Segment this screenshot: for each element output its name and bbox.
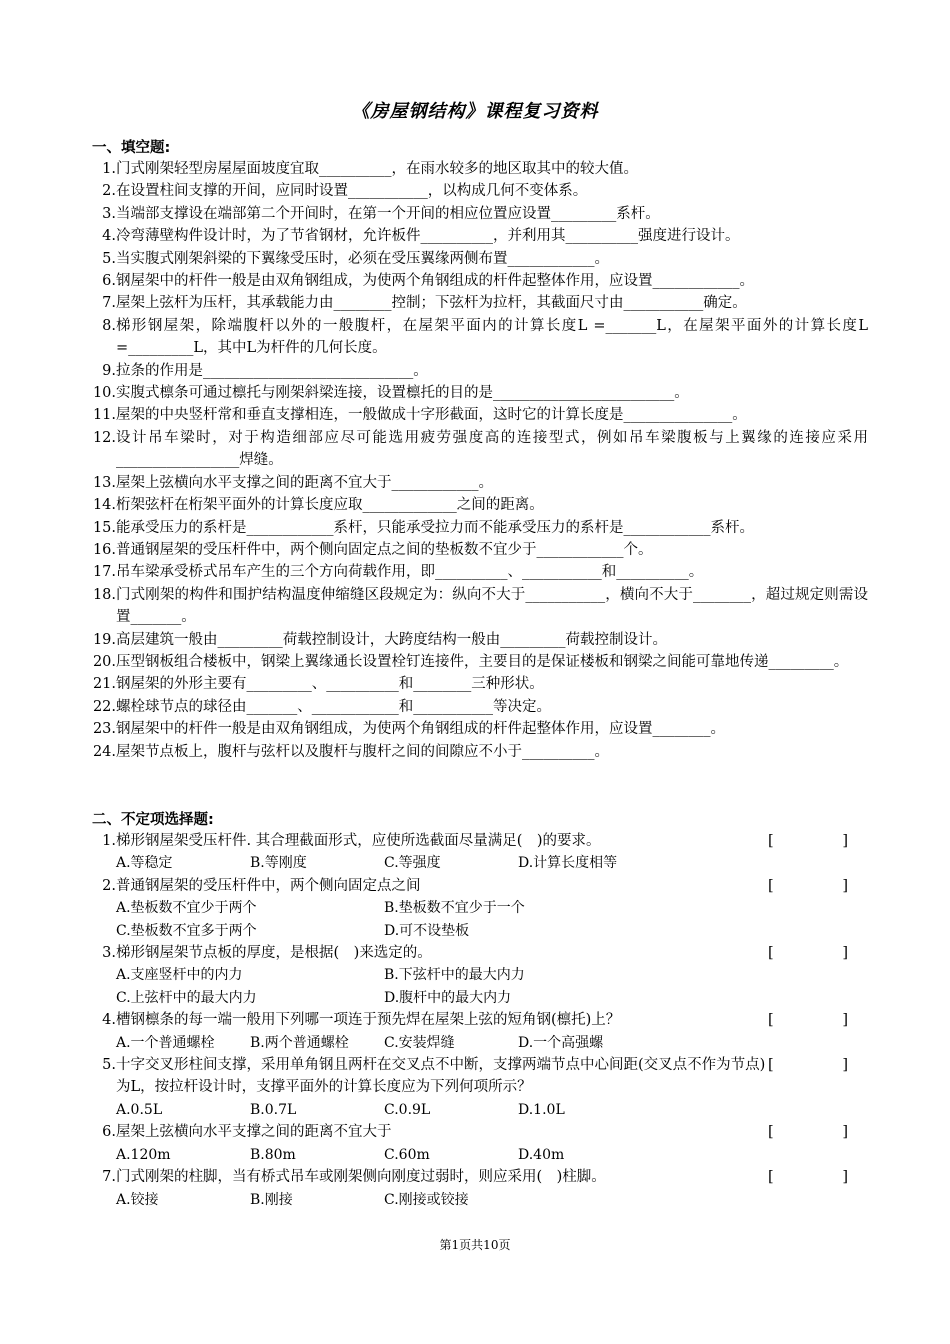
question-number: 6.: [102, 273, 116, 290]
question-stem: 门式刚架的柱脚，当有桥式吊车或刚架侧向刚度过弱时，则应采用( )柱脚。: [116, 1169, 606, 1186]
question-number: 19.: [92, 631, 116, 648]
question-number: 24.: [92, 743, 116, 760]
options-row: [92, 964, 868, 1009]
question-text: 门式刚架的构件和围护结构温度伸缩缝区段规定为：纵向不大于___________，横向不大于________，超过规定则需设置_______。: [116, 586, 868, 626]
option-item[interactable]: A.120m: [116, 1146, 171, 1163]
question-text: 钢屋架的外形主要有_________、__________和________三种形状。: [116, 676, 544, 693]
option-item[interactable]: B.等刚度: [250, 855, 307, 872]
question-number: 15.: [92, 519, 116, 536]
answer-bracket[interactable]: [768, 830, 848, 852]
options-row: [92, 1099, 868, 1121]
answer-bracket[interactable]: [768, 1166, 848, 1188]
option-item[interactable]: C.刚接或铰接: [384, 1191, 469, 1208]
bracket-close: ]: [842, 877, 848, 894]
choice-question: [92, 1009, 868, 1054]
question-number: 21.: [92, 676, 116, 693]
bracket-open: [: [768, 1057, 774, 1074]
options-row: [92, 1032, 868, 1054]
question-number: 10.: [92, 385, 116, 402]
options-row: [92, 1144, 868, 1166]
question-number: 2.: [102, 877, 116, 894]
answer-bracket[interactable]: [768, 1054, 848, 1076]
option-item[interactable]: B.80m: [250, 1146, 296, 1163]
question-number: 6.: [102, 1124, 116, 1141]
question-stem-row: [92, 875, 868, 897]
question-text: 屋架节点板上，腹杆与弦杆以及腹杆与腹杆之间的间隙应不小于__________。: [116, 743, 609, 760]
question-text: 钢屋架中的杆件一般是由双角钢组成，为使两个角钢组成的杆件起整体作用，应设置____________。: [116, 273, 754, 290]
option-item[interactable]: C.等强度: [384, 855, 441, 872]
question-number: 7.: [102, 295, 116, 312]
question-text: 压型钢板组合楼板中，钢梁上翼缘通长设置栓钉连接件，主要目的是保证楼板和钢梁之间能可靠地传递_________。: [116, 653, 849, 670]
option-item[interactable]: A.支座竖杆中的内力: [116, 967, 243, 984]
choice-question: [92, 1121, 868, 1166]
question-text: 实腹式檩条可通过檩托与刚架斜梁连接，设置檩托的目的是_________________________。: [116, 385, 689, 402]
question-text: 冷弯薄壁构件设计时，为了节省钢材，允许板件__________，并利用其__________强度进行设计。: [116, 228, 740, 245]
question-number: 1.: [102, 161, 116, 177]
question-item: [92, 180, 868, 202]
bracket-open: [: [768, 1169, 774, 1186]
option-item[interactable]: C.垫板数不宜多于两个: [116, 922, 257, 939]
question-stem: 梯形钢屋架节点板的厚度，是根据( )来选定的。: [116, 945, 432, 962]
options-row: [92, 897, 868, 942]
question-text: 吊车梁承受桥式吊车产生的三个方向荷载作用，即__________、___________和__________。: [116, 564, 704, 581]
section-heading-fill-blank: 一、填空题:: [92, 140, 171, 156]
question-item: [92, 696, 868, 718]
bracket-close: ]: [842, 833, 848, 849]
question-item: [92, 629, 868, 651]
question-item: [92, 494, 868, 516]
option-item[interactable]: A.一个普通螺栓: [116, 1034, 215, 1051]
question-number: 9.: [102, 362, 116, 379]
question-stem-row: [92, 1121, 868, 1143]
option-item[interactable]: A.垫板数不宜少于两个: [116, 900, 257, 917]
question-item: [92, 673, 868, 695]
question-number: 4.: [102, 1012, 116, 1029]
question-number: 7.: [102, 1169, 116, 1186]
section-heading-multiple-choice: 二、不定项选择题:: [92, 812, 214, 828]
question-text: 当实腹式刚架斜梁的下翼缘受压时，必须在受压翼缘两侧布置____________。: [116, 250, 609, 267]
question-item: [92, 158, 868, 180]
question-number: 3.: [102, 205, 116, 222]
multiple-choice-list: [92, 830, 868, 1211]
page-footer: 第1页共10页: [439, 1238, 511, 1252]
choice-question: [92, 942, 868, 1009]
option-item[interactable]: A.0.5L: [116, 1101, 163, 1118]
question-item: [92, 292, 868, 314]
option-item[interactable]: D.一个高强螺: [518, 1034, 604, 1051]
question-number: 4.: [102, 228, 116, 245]
question-item: [92, 741, 868, 763]
question-stem-row: [92, 830, 868, 852]
question-text: 当端部支撑设在端部第二个开间时，在第一个开间的相应位置应设置_________系杆。: [116, 205, 660, 222]
question-number: 8.: [102, 317, 116, 334]
question-item: [92, 225, 868, 247]
question-stem: 普通钢屋架的受压杆件中，两个侧向固定点之间: [116, 877, 421, 894]
question-text: 能承受压力的系杆是____________系杆，只能承受拉力而不能承受压力的系杆是____________系杆。: [116, 519, 754, 536]
bracket-close: ]: [842, 1169, 848, 1186]
answer-bracket[interactable]: [768, 875, 848, 897]
question-number: 11.: [92, 407, 116, 424]
question-number: 20.: [92, 653, 116, 670]
question-number: 13.: [92, 474, 116, 491]
question-number: 2.: [102, 183, 116, 200]
option-item[interactable]: C.上弦杆中的最大内力: [116, 989, 257, 1006]
question-number: 14.: [92, 497, 116, 514]
option-item[interactable]: D.可不设垫板: [384, 922, 470, 939]
question-text: 屋架上弦横向水平支撑之间的距离不宜大于____________。: [116, 474, 493, 491]
bracket-open: [: [768, 877, 774, 894]
question-item: [92, 561, 868, 583]
question-item: [92, 539, 868, 561]
option-item[interactable]: A.等稳定: [116, 855, 173, 872]
bracket-open: [: [768, 1012, 774, 1029]
question-item: [92, 270, 868, 292]
question-stem: 屋架上弦横向水平支撑之间的距离不宜大于: [116, 1124, 392, 1141]
choice-question: [92, 875, 868, 942]
question-stem-row: [92, 1166, 868, 1188]
question-item: [92, 517, 868, 539]
question-text: 桁架弦杆在桁架平面外的计算长度应取_____________之间的距离。: [116, 497, 544, 514]
question-text: 门式刚架轻型房屋屋面坡度宜取__________，在雨水较多的地区取其中的较大值。: [116, 161, 638, 177]
option-item[interactable]: A.铰接: [116, 1191, 159, 1208]
question-number: 5.: [102, 1057, 116, 1074]
question-number: 22.: [92, 698, 116, 715]
question-text: 梯形钢屋架，除端腹杆以外的一般腹杆，在屋架平面内的计算长度L =_______L，在屋架平面外的计算长度L =_________L，其中L为杆件的几何长度。: [116, 317, 873, 357]
option-item[interactable]: B.刚接: [250, 1191, 293, 1208]
bracket-close: ]: [842, 945, 848, 962]
document-title: 《房屋钢结构》课程复习资料: [351, 101, 599, 122]
bracket-open: [: [768, 945, 774, 962]
option-item[interactable]: B.0.7L: [250, 1101, 297, 1118]
question-stem: 梯形钢屋架受压杆件. 其合理截面形式，应使所选截面尽量满足( )的要求。: [116, 833, 601, 849]
answer-bracket[interactable]: [768, 1009, 848, 1031]
question-item: [92, 360, 868, 382]
option-item[interactable]: D.40m: [518, 1146, 565, 1163]
question-text: 屋架的中央竖杆常和垂直支撑相连，一般做成十字形截面，这时它的计算长度是_______________。: [116, 407, 747, 424]
bracket-close: ]: [842, 1012, 848, 1029]
question-stem-row: [92, 1054, 868, 1099]
question-text: 钢屋架中的杆件一般是由双角钢组成，为使两个角钢组成的杆件起整体作用，应设置________。: [116, 721, 725, 738]
option-item[interactable]: D.计算长度相等: [518, 855, 618, 872]
question-stem-row: [92, 1009, 868, 1031]
question-item: [92, 404, 868, 426]
question-item: [92, 248, 868, 270]
question-text: 螺栓球节点的球径由_______、____________和___________等决定。: [116, 698, 551, 715]
question-number: 3.: [102, 945, 116, 962]
option-item[interactable]: B.下弦杆中的最大内力: [384, 967, 525, 984]
question-item: [92, 584, 868, 629]
question-stem: 槽钢檩条的每一端一般用下列哪一项连于预先焊在屋架上弦的短角钢(檩托)上？: [116, 1012, 621, 1029]
options-row: [92, 1189, 868, 1211]
question-item: [92, 203, 868, 225]
question-item: [92, 315, 873, 360]
option-item[interactable]: D.腹杆中的最大内力: [384, 989, 512, 1006]
question-text: 普通钢屋架的受压杆件中，两个侧向固定点之间的垫板数不宜少于____________个。: [116, 541, 653, 558]
question-number: 18.: [92, 586, 116, 603]
bracket-close: ]: [842, 1124, 848, 1141]
question-text: 屋架上弦杆为压杆，其承载能力由________控制；下弦杆为拉杆，其截面尺寸由___________确定。: [116, 295, 747, 312]
question-text: 高层建筑一般由_________荷载控制设计，大跨度结构一般由_________荷载控制设计。: [116, 631, 667, 648]
question-item: [92, 651, 868, 673]
question-number: 1.: [102, 833, 116, 849]
option-item[interactable]: B.两个普通螺栓: [250, 1034, 349, 1051]
question-number: 12.: [92, 429, 116, 446]
choice-question: [92, 830, 868, 875]
question-text: 在设置柱间支撑的开间，应同时设置___________，以构成几何不变体系。: [116, 183, 588, 200]
choice-question: [92, 1054, 868, 1121]
option-item[interactable]: C.安装焊缝: [384, 1034, 455, 1051]
options-row: [92, 852, 868, 874]
question-item: [92, 382, 868, 404]
question-item: [92, 472, 868, 494]
question-text: 设计吊车梁时，对于构造细部应尽可能选用疲劳强度高的连接型式，例如吊车梁腹板与上翼缘的连接应采用_________________焊缝。: [116, 429, 868, 469]
question-text: 拉条的作用是_____________________________。: [116, 362, 428, 379]
bracket-open: [: [768, 833, 774, 849]
question-item: [92, 718, 868, 740]
option-item[interactable]: C.0.9L: [384, 1101, 431, 1118]
option-item[interactable]: C.60m: [384, 1146, 430, 1163]
question-number: 17.: [92, 564, 116, 581]
fill-blank-list: [92, 158, 873, 763]
bracket-open: [: [768, 1124, 774, 1141]
answer-bracket[interactable]: [768, 942, 848, 964]
question-number: 16.: [92, 541, 116, 558]
choice-question: [92, 1166, 868, 1211]
question-number: 5.: [102, 250, 116, 267]
option-item[interactable]: D.1.0L: [518, 1101, 565, 1118]
question-stem: 十字交叉形柱间支撑，采用单角钢且两杆在交叉点不中断，支撑两端节点中心间距(交叉点不作为节点)为L，按拉杆设计时，支撑平面外的计算长度应为下列何项所示？: [116, 1057, 766, 1096]
answer-bracket[interactable]: [768, 1121, 848, 1143]
question-item: [92, 427, 868, 472]
question-stem-row: [92, 942, 868, 964]
question-number: 23.: [92, 721, 116, 738]
bracket-close: ]: [842, 1057, 848, 1074]
option-item[interactable]: B.垫板数不宜少于一个: [384, 900, 525, 917]
